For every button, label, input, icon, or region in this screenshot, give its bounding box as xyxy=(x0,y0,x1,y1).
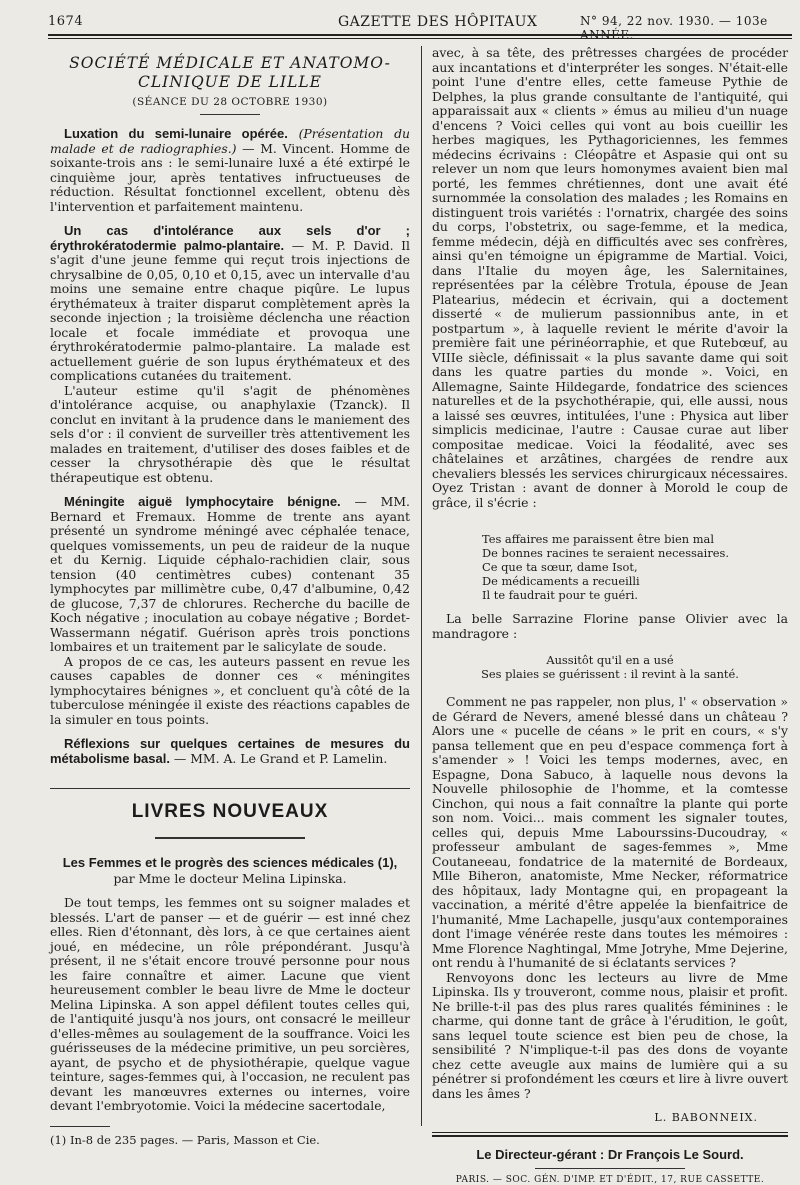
director-line: Le Directeur-gérant : Dr François Le Sourd. xyxy=(476,1147,744,1162)
issue-info: N° 94, 22 nov. 1930. — 103e ANNÉE. xyxy=(580,14,768,42)
article-luxation-text: — M. Vincent. Homme de soixante-trois ans : le semi-lunaire luxé a été extirpé le cinquième jour, après tentatives infructueuses de réduction. Résultat fonctionnel excellent, obtenu dès l'intervention et parfaitement maintenu. xyxy=(50,140,410,214)
page-header xyxy=(48,10,788,42)
poem-line: Tes affaires me paraissent être bien mal xyxy=(482,532,714,546)
column-separator xyxy=(421,46,422,1126)
seance-date: (SÉANCE DU 28 OCTOBRE 1930) xyxy=(132,96,328,108)
article-metabolisme xyxy=(50,737,410,766)
page-number: 1674 xyxy=(48,14,84,29)
article-sels-or xyxy=(50,224,410,384)
book-title: Les Femmes et le progrès des sciences médicales (1), xyxy=(62,855,398,870)
society-title: SOCIÉTÉ MÉDICALE ET ANATOMO-CLINIQUE DE LILLE xyxy=(69,54,391,91)
article-sels-or-text: — M. P. David. Il s'agit d'une jeune femme qui reçut trois injections de chrysalbine de 0,05, 0,10 et 0,15, avec un intervalle d'au moins une semaine entre chaque piqûre. Le lupus érythémateux à traiter disparut complètement après la seconde injection ; la troisième déclencha une réaction locale et focale immédiate et provoqua une érythrokératodermie palmo-plantaire. La malade est actuellement guérie de son lupus érythémateux et des complications cutanées du traitement. xyxy=(50,237,410,383)
right-column xyxy=(432,46,788,1185)
section-rule xyxy=(200,114,260,115)
article-sels-or-conclusion: L'auteur estime qu'il s'agit de phénomènes d'intolérance acquise, ou anaphylaxie (Tzanck). Il conclut en invitant à la prudence dans le maniement des sels d'or : il convient de surveiller très attentivement les malades en traitement, d'utiliser des doses faibles et de cesser la chrysothérapie dès que le résultat thérapeutique est obtenu. xyxy=(50,382,410,485)
review-florine: La belle Sarrazine Florine panse Olivier avec la mandragore : xyxy=(432,611,788,641)
review-continued: avec, à sa tête, des prêtresses chargées de procéder aux incantations et d'interpréter les songes. N'était-elle point l'une d'entre elles, cette fameuse Pythie de Delphes, la plus grande consultante de l'antiquité, qui apparaissait aux « clients » émus au milieu d'un nuage d'encens ? Voici celles qui vont au bois cueillir les herbes magiques, les Pythagoriciennes, les femmes médecins écrivains : Cléopâtre et Aspasie qui ont su relever un nom que leurs homonymes avaient bien mal porté, les femmes chrétiennes, dont une avait été surnommée la consolation des malades ; les Romains en distinguent trois variétés : l'ornatrix, chargée des soins du corps, l'obstetrix, ou sage-femme, et la medica, femme médecin, déjà en difficultés avec ses confrères, ainsi qu'en témoigne un épigramme de Martial. Voici, dans l'Italie du moyen âge, les Salernitaines, représentées par la célèbre Trotula, épouse de Jean Platearius, médecin et écrivain, qui a doctement disserté « de mulierum passionnibus ante, in et postpartum », à laquelle revient le mérite d'avoir la première fait une périnéorraphie, et que Rutebœuf, au VIIIe siècle, définissait « la plus savante dame qui soit dans les quatre parties du monde ». Voici, en Allemagne, Sainte Hildegarde, fondatrice des sciences naturelles et de la psychothérapie, qui, elle aussi, nous a laissé ses œuvres, intitulées, l'une : Physica aut liber simplicis medicinae, l'autre : Causae curae aut liber compositae medicae. Voici la féodalité, avec ses châtelaines et arzâtines, chargées de rendre aux chevaliers blessés les services chirurgicaux nécessaires. Oyez Tristan : avant de donner à Morold le coup de grâce, il s'écrie : xyxy=(432,45,788,510)
poem-line: Aussitôt qu'il en a usé xyxy=(546,653,674,667)
review-conclusion: Renvoyons donc les lecteurs au livre de Mme Lipinska. Ils y trouveront, comme nous, plaisir et profit. Ne brille-t-il pas des plus rares qualités féminines : le charme, qui donne tant de grâce à l'érudition, le goût, sans lequel toute science est bien peu de chose, la sensibilité ? N'implique-t-il pas des dons de voyante chez cette aveugle aux mains de lumière qui a su pénétrer si profondément les cœurs et lire à livre ouvert dans les âmes ? xyxy=(432,969,788,1101)
poem-line: Il te faudrait pour te guéri. xyxy=(482,588,638,602)
poem-line: Ce que ta sœur, dame Isot, xyxy=(482,560,638,574)
livres-rule xyxy=(50,788,410,789)
footnote: (1) In-8 de 235 pages. — Paris, Masson et Cie. xyxy=(50,1132,320,1147)
header-rule xyxy=(48,34,792,36)
livres-section xyxy=(50,788,410,1147)
poem-florine xyxy=(432,653,788,681)
livres-title: LIVRES NOUVEAUX xyxy=(131,801,329,822)
review-modern: Comment ne pas rappeler, non plus, l' « observation » de Gérard de Nevers, amené blessé dans un château ? Alors une « pucelle de céans » le prit en cours, « s'y pansa tellement que en peu d'espace commença fort à s'amender » ! Voici les temps modernes, avec, en Espagne, Dona Sabuco, à laquelle nous devons la Nouvelle philosophie de l'homme, et la comtesse Cinchon, qui nous a fait connaître la plante qui porte son nom. Voici... mais comment les signaler toutes, celles qui, depuis Mme Labourssins-Ducoudray, « professeur ambulant de sages-femmes », Mme Coutaneeau, fondatrice de la maternité de Bordeaux, Mlle Biheron, anatomiste, Mme Necker, réformatrice des hôpitaux, lady Montagne qui, en propageant la vaccination, a mérité d'être appelée la bienfaitrice de l'humanité, Mme Lachapelle, jusqu'aux contemporaines dont l'image vénérée reste dans toutes les mémoires : Mme Florence Naghtingal, Mme Jotryhe, Mme Dejerine, ont rendu à l'humanité de si éclatants services ? xyxy=(432,694,788,970)
journal-title: GAZETTE DES HÔPITAUX xyxy=(338,14,538,30)
book-review-text: De tout temps, les femmes ont su soigner malades et blessés. L'art de panser — et de guérir — est inné chez elles. Rien d'étonnant, dès lors, à ce que certaines aient joué, en médecine, un rôle prépondérant. Jusqu'à présent, il ne s'était encore trouvé personne pour nous les faire connaître et aimer. Lacune que vient heureusement combler le beau livre de Mme le docteur Melina Lipinska. A son appel défilent toutes celles qui, de l'antiquité jusqu'à nos jours, ont consacré le meilleur d'elles-mêmes au soulagement de la souffrance. Voici les guérisseuses de la médecine primitive, un peu sorcières, ayant, de psycho et de physiothérapie, quelque vague teinture, sages-femmes qui, à l'occasion, ne reculent pas devant les manœuvres externes ou internes, voire devant l'embryotomie. Voici la médecine sacertodale, xyxy=(50,895,410,1113)
review-signature: L. BABONNEIX. xyxy=(654,1111,758,1124)
article-sels-or-title: Un cas d'intolérance aux sels d'or ; érythrokératodermie palmo-plantaire. xyxy=(50,223,410,253)
director-rule xyxy=(535,1168,685,1169)
article-meningite-conclusion: A propos de ce cas, les auteurs passent en revue les causes capables de donner ces « méningites lymphocytaires bénignes », et concluent qu'à côté de la tuberculose méningée il existe des réactions capables de la simuler en tous points. xyxy=(50,653,410,727)
article-luxation-title: Luxation du semi-lunaire opérée. xyxy=(64,126,288,141)
poem-tristan xyxy=(482,532,788,602)
left-column xyxy=(50,46,410,1157)
article-meningite-text: — MM. Bernard et Fremaux. Homme de trente ans ayant présenté un syndrome méningé avec céphalée tenace, quelques vomissements, un peu de raideur de la nuque et du Kernig. Liquide céphalo-rachidien clair, sous tension (40 centimètres cubes) contenant 35 lymphocytes par millimètre cube, 0,47 d'albumine, 0,42 de glucose, 7,37 de chlorures. Recherche du bacille de Koch négative ; inoculation au cobaye négative ; Bordet-Wassermann négatif. Guérison après trois ponctions lombaires et un traitement par le salicylate de soude. xyxy=(50,494,410,654)
printer-line: PARIS. — SOC. GÉN. D'IMP. ET D'ÉDIT., 17, RUE CASSETTE. xyxy=(455,1175,765,1185)
article-metabolisme-title: Réflexions sur quelques certaines de mesures du métabolisme basal. xyxy=(50,736,410,766)
poem-line: De médicaments a recueilli xyxy=(482,574,640,588)
article-metabolisme-authors: — MM. A. Le Grand et P. Lamelin. xyxy=(169,750,388,766)
article-luxation xyxy=(50,127,410,214)
article-meningite xyxy=(50,495,410,655)
end-rule-thick xyxy=(432,1135,788,1137)
article-meningite-title: Méningite aiguë lymphocytaire bénigne. xyxy=(64,494,341,509)
end-rule xyxy=(432,1132,788,1133)
book-author: par Mme le docteur Melina Lipinska. xyxy=(113,871,347,886)
poem-line: De bonnes racines te seraient necessaires. xyxy=(482,546,729,560)
livres-ornament xyxy=(155,837,305,839)
header-rule-thin xyxy=(48,38,792,39)
article-luxation-presentation: (Présentation du malade et de radiographies.) xyxy=(50,126,410,156)
footnote-rule xyxy=(50,1126,110,1127)
poem-line: Ses plaies se guérissent : il revint à la santé. xyxy=(481,667,739,681)
